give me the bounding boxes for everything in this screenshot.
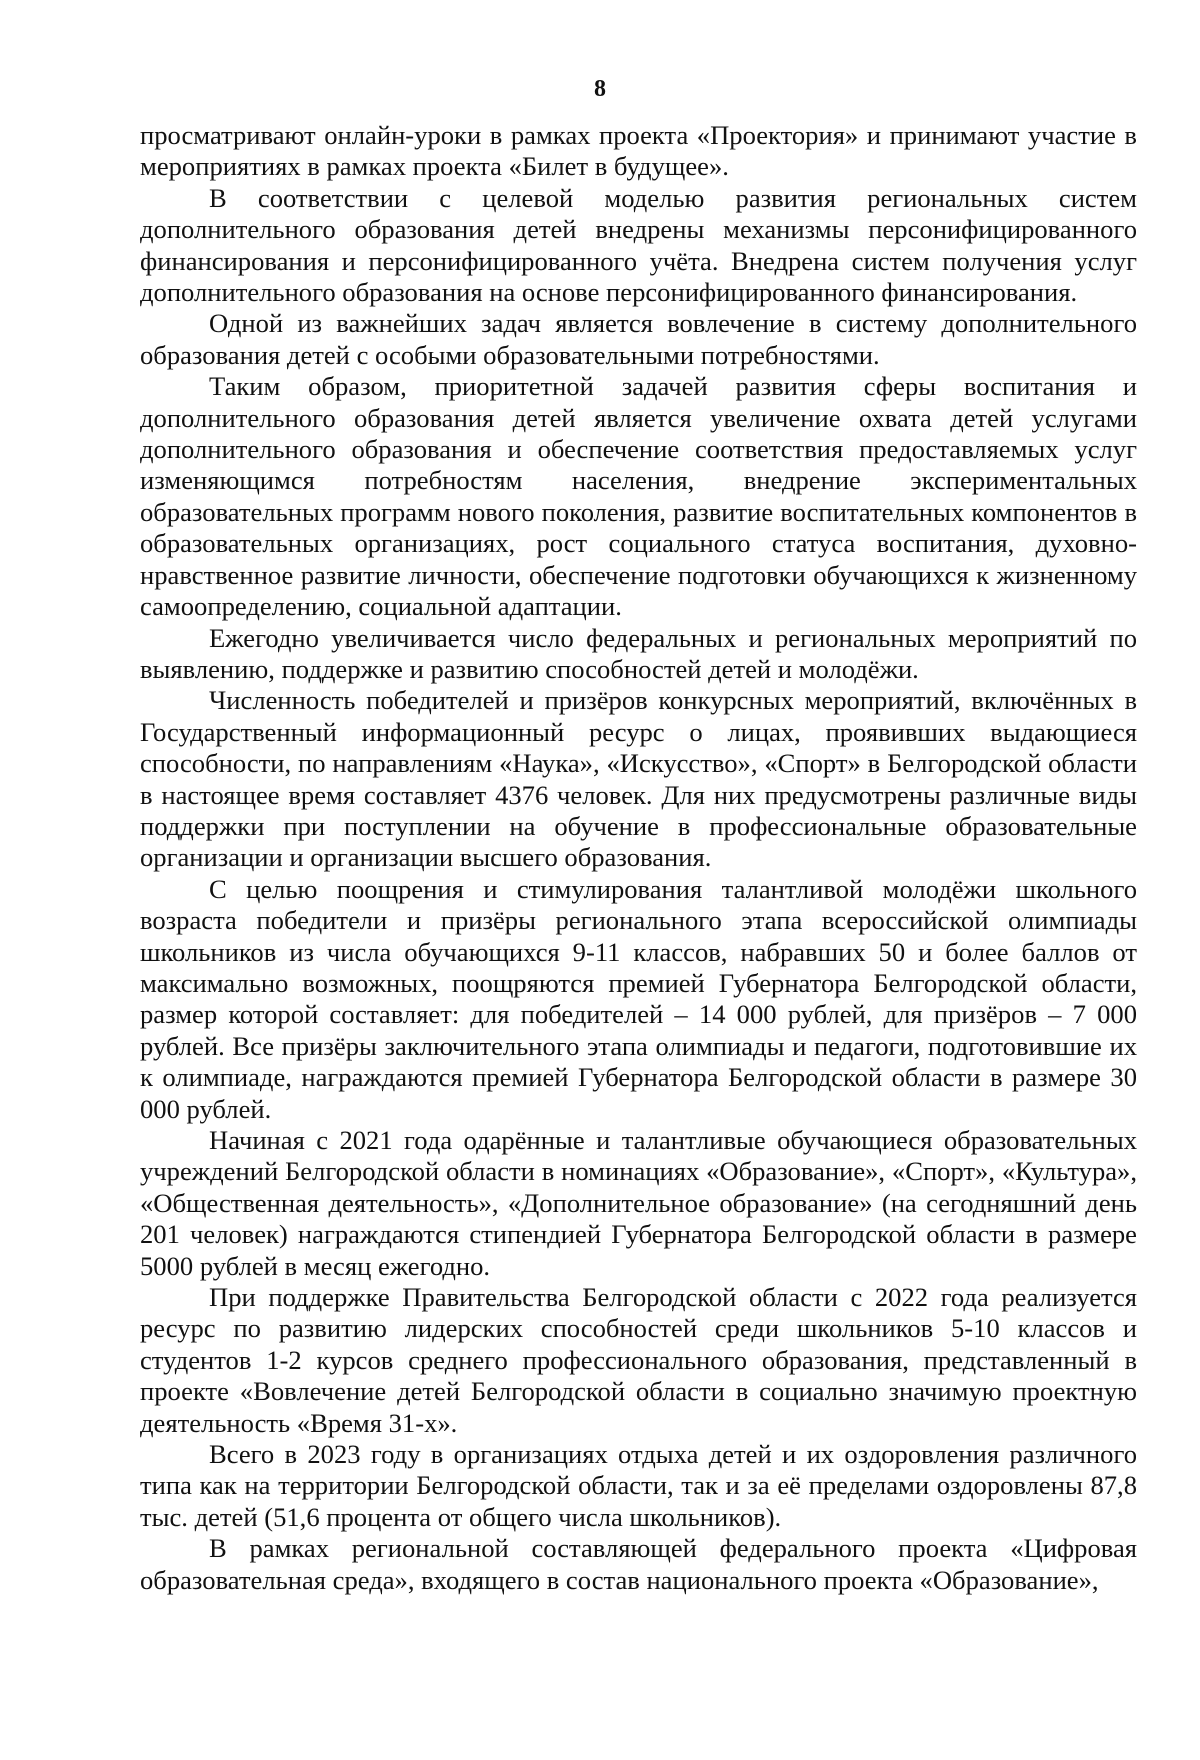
paragraph: При поддержке Правительства Белгородской области с 2022 года реализуется ресурс по развитию лидерских способностей среди школьников 5-10 классов и студентов 1-2 курсов среднего профессионального образования, представленный в проекте «Вовлечение детей Белгородской области в социально значимую проектную деятельность «Время 31-х». [140,1282,1137,1438]
paragraph: Всего в 2023 году в организациях отдыха детей и их оздоровления различного типа как на территории Белгородской области, так и за её пределами оздоровлены 87,8 тыс. детей (51,6 процента от общего числа школьников). [140,1439,1137,1532]
paragraph: В рамках региональной составляющей федерального проекта «Цифровая образовательная среда», входящего в состав национального проекта «Образование», [140,1533,1137,1595]
paragraph: Одной из важнейших задач является вовлечение в систему дополнительного образования детей с особыми образовательными потребностями. [140,308,1137,370]
paragraph: Численность победителей и призёров конкурсных мероприятий, включённых в Государственный информационный ресурс о лицах, проявивших выдающиеся способности, по направлениям «Наука», «Искусство», «Спорт» в Белгородской области в настоящее время составляет 4376 человек. Для них предусмотрены различные виды поддержки при поступлении на обучение в профессиональные образовательные организации и организации высшего образования. [140,685,1137,873]
paragraph: Ежегодно увеличивается число федеральных и региональных мероприятий по выявлению, поддержке и развитию способностей детей и молодёжи. [140,622,1137,684]
paragraph: Начиная с 2021 года одарённые и талантливые обучающиеся образовательных учреждений Белгородской области в номинациях «Образование», «Спорт», «Культура», «Общественная деятельность», «Дополнительное образование» (на сегодняшний день 201 человек) награждаются стипендией Губернатора Белгородской области в размере 5000 рублей в месяц ежегодно. [140,1125,1137,1281]
page-number: 8 [594,76,606,102]
document-body [140,120,1137,1596]
paragraph: просматривают онлайн-уроки в рамках проекта «Проектория» и принимают участие в мероприятиях в рамках проекта «Билет в будущее». [140,120,1137,182]
paragraph: В соответствии с целевой моделью развития региональных систем дополнительного образования детей внедрены механизмы персонифицированного финансирования и персонифицированного учёта. Внедрена систем получения услуг дополнительного образования на основе персонифицированного финансирования. [140,182,1137,308]
paragraph: Таким образом, приоритетной задачей развития сферы воспитания и дополнительного образования детей является увеличение охвата детей услугами дополнительного образования и обеспечение соответствия предоставляемых услуг изменяющимся потребностям населения, внедрение экспериментальных образовательных программ нового поколения, развитие воспитательных компонентов в образовательных организациях, рост социального статуса воспитания, духовно-нравственное развитие личности, обеспечение подготовки обучающихся к жизненному самоопределению, социальной адаптации. [140,371,1137,622]
paragraph: С целью поощрения и стимулирования талантливой молодёжи школьного возраста победители и призёры регионального этапа всероссийской олимпиады школьников из числа обучающихся 9-11 классов, набравших 50 и более баллов от максимально возможных, поощряются премией Губернатора Белгородской области, размер которой составляет: для победителей – 14 000 рублей, для призёров – 7 000 рублей. Все призёры заключительного этапа олимпиады и педагоги, подготовившие их к олимпиаде, награждаются премией Губернатора Белгородской области в размере 30 000 рублей. [140,873,1137,1124]
